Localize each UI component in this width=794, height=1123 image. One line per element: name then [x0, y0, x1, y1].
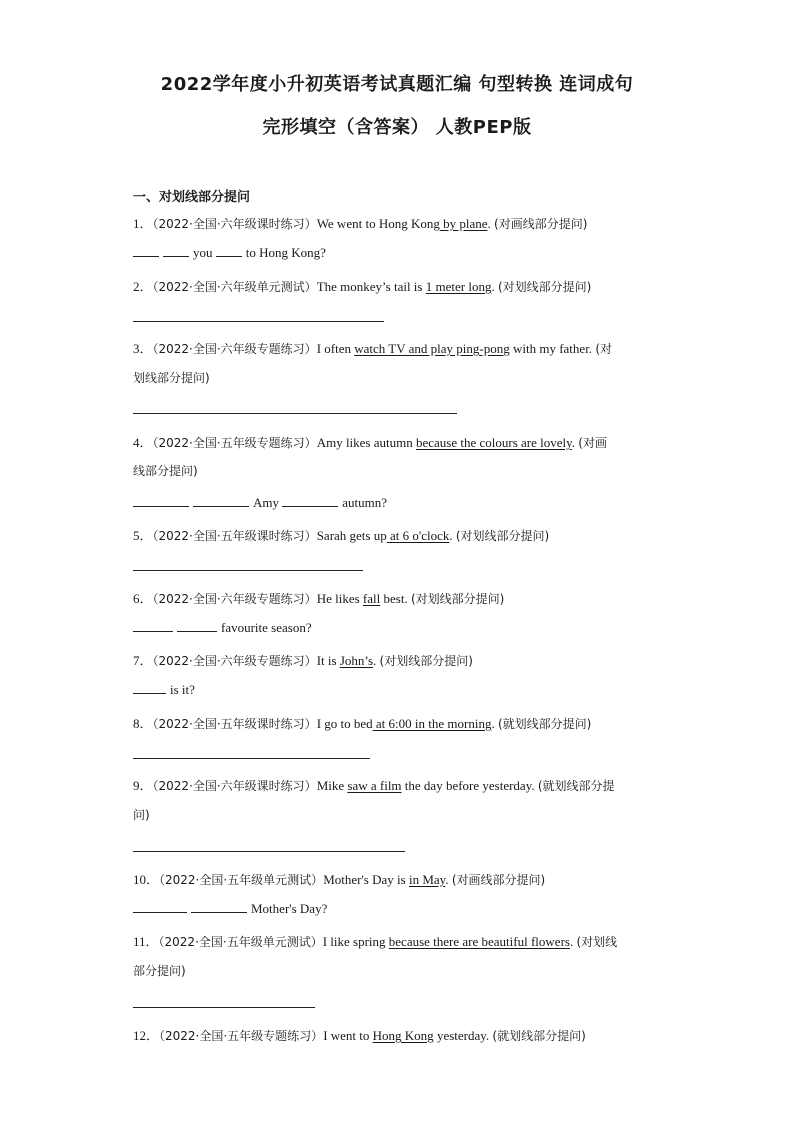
question-source: （2022·全国·五年级专题练习）: [159, 1029, 324, 1043]
question-11-cont: [133, 962, 186, 979]
question-text: I go to bed: [316, 716, 373, 731]
answer-line-7: [133, 681, 195, 698]
underlined-part: fall: [362, 591, 381, 606]
question-10: [133, 869, 545, 888]
underlined-part: Hong Kong: [372, 1028, 434, 1043]
question-text: I went to: [323, 1028, 373, 1043]
answer-blank[interactable]: [193, 494, 249, 507]
question-instruction: (对划线部分提问): [410, 592, 505, 606]
question-source: （2022·全国·六年级专题练习）: [152, 342, 317, 356]
question-4: [133, 432, 607, 451]
question-source: （2022·全国·五年级课时练习）: [152, 529, 317, 543]
underlined-part: John’s: [339, 653, 374, 668]
question-9-cont: [133, 806, 150, 823]
question-text: Mike: [316, 778, 348, 793]
question-text: yesterday.: [433, 1028, 493, 1043]
answer-line-5[interactable]: [133, 570, 363, 571]
question-text: .: [487, 216, 495, 231]
question-text: with my father.: [509, 341, 596, 356]
question-number: 1．: [133, 216, 153, 231]
question-number: 8．: [133, 716, 153, 731]
answer-line-10: [133, 900, 327, 917]
underlined-part: 1 meter long: [425, 279, 492, 294]
answer-line-9[interactable]: [133, 851, 405, 852]
underlined-part: because the colours are lovely: [415, 435, 572, 450]
underlined-part: in May: [408, 872, 446, 887]
question-1: [133, 213, 587, 232]
question-text: Mother's Day is: [323, 872, 409, 887]
question-text: the day before yesterday.: [401, 778, 538, 793]
underlined-part: at 6:00 in the morning: [372, 716, 492, 731]
question-source: （2022·全国·六年级单元测试）: [152, 280, 317, 294]
underlined-part: at 6 o'clock: [386, 528, 450, 543]
underlined-part: by plane: [439, 216, 488, 231]
underlined-part: saw a film: [347, 778, 402, 793]
question-2: [133, 276, 591, 295]
document-title-line2: 完形填空（含答案） 人教PEP版: [262, 117, 532, 138]
answer-line-6: [133, 619, 312, 636]
question-5: [133, 525, 549, 544]
question-text: .: [449, 528, 456, 543]
underlined-part: because there are beautiful flowers: [388, 934, 570, 949]
answer-word: to Hong Kong?: [245, 245, 326, 260]
answer-word: autumn?: [342, 495, 388, 510]
question-number: 11．: [133, 934, 159, 949]
question-source: （2022·全国·六年级课时练习）: [152, 217, 317, 231]
answer-word: Mother's Day?: [251, 901, 328, 916]
question-instruction: (对划线部分提问): [497, 280, 592, 294]
question-text: He likes: [316, 591, 363, 606]
answer-blank[interactable]: [133, 619, 173, 632]
answer-word: favourite season?: [221, 620, 312, 635]
question-source: （2022·全国·五年级专题练习）: [152, 436, 317, 450]
question-source: （2022·全国·六年级课时练习）: [152, 779, 317, 793]
question-text: I like spring: [322, 934, 389, 949]
question-number: 3．: [133, 341, 153, 356]
answer-word: you: [193, 245, 213, 260]
question-instruction: (就划线部分提问): [492, 1029, 586, 1043]
question-source: （2022·全国·五年级单元测试）: [158, 935, 323, 949]
answer-blank[interactable]: [191, 900, 247, 913]
question-instruction: (对划线: [576, 935, 618, 949]
question-instruction: (对: [595, 342, 612, 356]
question-instruction: (就划线部分提问): [497, 717, 592, 731]
question-instruction: 线部分提问): [133, 464, 198, 478]
question-text: It is: [316, 653, 340, 668]
question-instruction: (就划线部分提: [537, 779, 615, 793]
question-instruction: 部分提问): [133, 964, 186, 978]
question-text: Amy likes autumn: [316, 435, 416, 450]
question-instruction: (对划线部分提问): [455, 529, 550, 543]
question-source: （2022·全国·五年级单元测试）: [159, 873, 324, 887]
question-text: .: [445, 872, 452, 887]
question-text: .: [491, 279, 498, 294]
answer-blank[interactable]: [133, 494, 189, 507]
answer-blank[interactable]: [133, 681, 166, 694]
question-number: 12．: [133, 1028, 160, 1043]
question-number: 6．: [133, 591, 153, 606]
answer-line-3[interactable]: [133, 413, 457, 414]
question-3: [133, 338, 612, 357]
question-instruction: (对画: [578, 436, 607, 450]
question-text: The monkey’s tail is: [316, 279, 426, 294]
question-instruction: 划线部分提问): [133, 371, 210, 385]
question-7: [133, 650, 473, 669]
answer-blank[interactable]: [133, 244, 159, 257]
question-12: [133, 1025, 586, 1044]
answer-line-4: [133, 494, 387, 511]
answer-line-11[interactable]: [133, 1007, 315, 1008]
question-source: （2022·全国·五年级课时练习）: [152, 717, 317, 731]
question-6: [133, 588, 504, 607]
document-title-line1: 2022学年度小升初英语考试真题汇编 句型转换 连词成句: [160, 74, 634, 95]
answer-blank[interactable]: [163, 244, 189, 257]
question-text: Sarah gets up: [316, 528, 387, 543]
question-number: 5．: [133, 528, 153, 543]
question-text: best.: [380, 591, 411, 606]
answer-blank[interactable]: [216, 244, 242, 257]
question-8: [133, 713, 591, 732]
question-source: （2022·全国·六年级专题练习）: [152, 592, 317, 606]
answer-line-2[interactable]: [133, 321, 384, 322]
answer-blank[interactable]: [133, 900, 187, 913]
question-3-cont: [133, 369, 210, 386]
question-text: .: [571, 435, 579, 450]
question-number: 7．: [133, 653, 153, 668]
section-heading: 一、对划线部分提问: [133, 190, 251, 205]
question-number: 4．: [133, 435, 153, 450]
question-number: 9．: [133, 778, 153, 793]
answer-blank[interactable]: [177, 619, 217, 632]
question-11: [133, 931, 617, 950]
question-text: I often: [316, 341, 355, 356]
question-instruction: (对画线部分提问): [494, 217, 588, 231]
question-4-cont: [133, 462, 198, 479]
answer-line-8[interactable]: [133, 758, 370, 759]
question-instruction: (对划线部分提问): [379, 654, 473, 668]
question-number: 10．: [133, 872, 160, 887]
question-text: .: [491, 716, 498, 731]
question-instruction: 问): [133, 808, 150, 822]
question-number: 2．: [133, 279, 153, 294]
question-9: [133, 775, 615, 794]
question-text: We went to Hong Kong: [316, 216, 440, 231]
underlined-part: watch TV and play ping-pong: [354, 341, 510, 356]
question-text: .: [569, 934, 577, 949]
answer-word: is it?: [170, 682, 195, 697]
answer-line-1: [133, 244, 326, 261]
question-text: .: [373, 653, 380, 668]
question-source: （2022·全国·六年级专题练习）: [152, 654, 317, 668]
question-instruction: (对画线部分提问): [451, 873, 546, 887]
answer-blank[interactable]: [282, 494, 338, 507]
answer-word: Amy: [253, 495, 279, 510]
